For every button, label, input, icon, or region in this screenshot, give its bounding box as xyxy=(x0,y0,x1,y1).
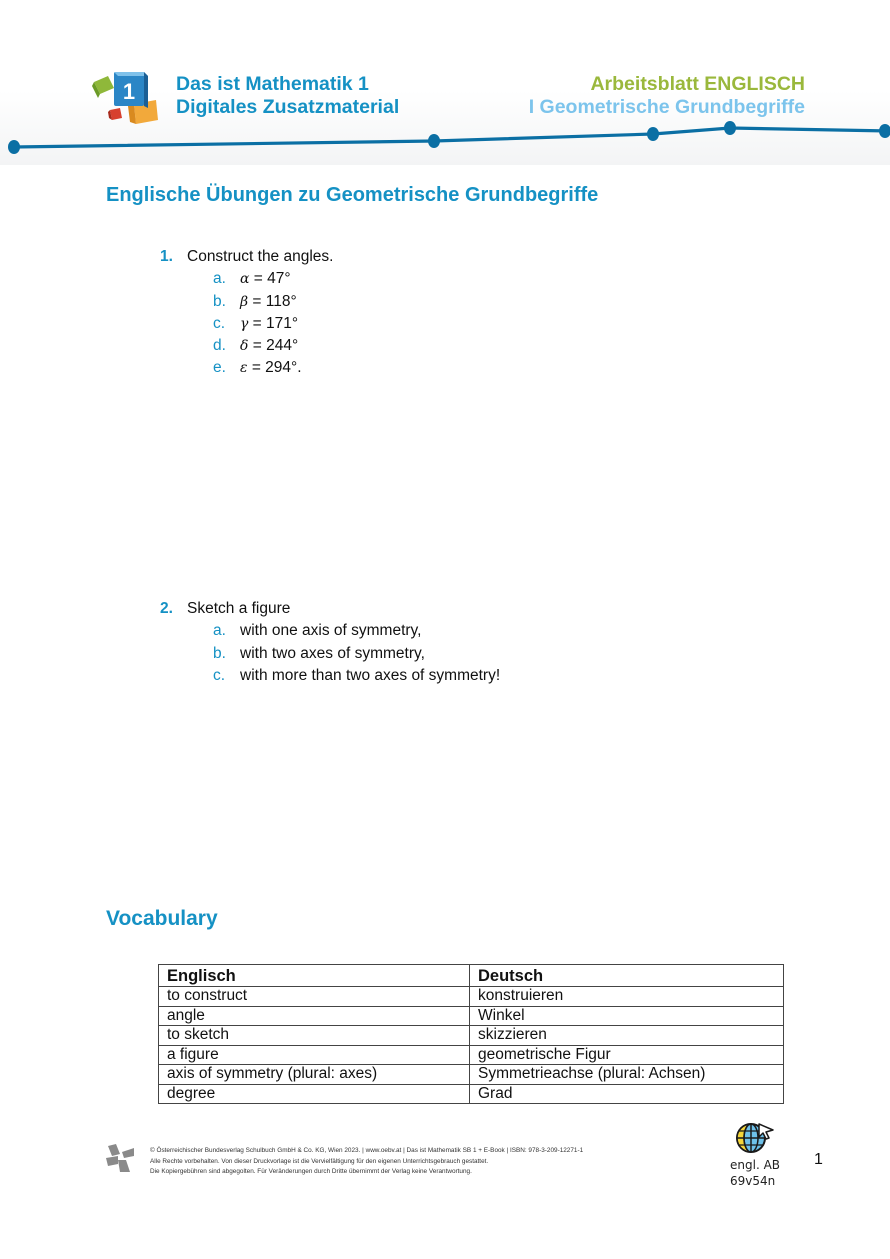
logo-digit: 1 xyxy=(122,79,136,104)
item-text: = 294°. xyxy=(247,359,302,377)
book-title-line2: Digitales Zusatzmaterial xyxy=(176,96,400,118)
item-text: = 47° xyxy=(249,270,291,288)
sheet-info xyxy=(529,73,805,119)
table-header-row xyxy=(159,965,784,987)
english-term: angle xyxy=(159,1006,470,1026)
english-term: to sketch xyxy=(159,1026,470,1046)
chapter-label: I Geometrische Grundbegriffe xyxy=(528,96,805,118)
vocabulary-table xyxy=(158,964,784,1104)
item-text: = 244° xyxy=(248,337,299,355)
table-row xyxy=(159,1084,784,1104)
english-term: to construct xyxy=(159,987,470,1007)
item-text: = 171° xyxy=(248,314,299,332)
online-code-value: 69v54n xyxy=(730,1173,776,1188)
item-text: with one axis of symmetry, xyxy=(240,622,422,640)
copyright-line: © Österreichischer Bundesverlag Schulbuch GmbH & Co. KG, Wien 2023. | www.oebv.at | Das ist Mathematik SB 1 + E-Book | ISBN: 978-3-209-12271-1 xyxy=(150,1147,584,1154)
online-code[interactable] xyxy=(730,1158,780,1189)
exercise-item xyxy=(160,357,333,379)
angle-symbol: δ xyxy=(240,338,249,355)
german-term: Symmetrieachse (plural: Achsen) xyxy=(470,1065,784,1085)
item-text: = 118° xyxy=(248,292,297,310)
globe-cursor-icon[interactable] xyxy=(735,1120,775,1156)
header-timeline xyxy=(0,118,890,158)
item-letter: a. xyxy=(213,622,226,640)
angle-symbol: β xyxy=(240,293,249,310)
book-title-line1: Das ist Mathematik 1 xyxy=(176,73,369,95)
angle-symbol: γ xyxy=(240,315,249,332)
exercise-2 xyxy=(160,598,500,687)
item-letter: b. xyxy=(213,292,226,310)
page-number: 1 xyxy=(814,1151,823,1168)
exercise-number: 1. xyxy=(160,248,173,265)
german-term: Winkel xyxy=(470,1006,784,1026)
item-text: with more than two axes of symmetry! xyxy=(240,666,501,684)
exercise-prompt: Construct the angles. xyxy=(187,248,334,265)
item-letter: c. xyxy=(213,666,226,684)
exercise-1 xyxy=(160,246,333,380)
item-letter: d. xyxy=(213,337,226,355)
table-row xyxy=(159,1006,784,1026)
column-header-german: Deutsch xyxy=(470,965,784,987)
item-letter: e. xyxy=(213,359,226,377)
copyright-line: Alle Rechte vorbehalten. Von dieser Druckvorlage ist die Vervielfältigung für den eigenen Unterrichtsgebrauch gestattet. xyxy=(150,1157,489,1165)
vocabulary-title: Vocabulary xyxy=(106,907,218,930)
exercise-item xyxy=(160,291,333,313)
angle-symbol: ε xyxy=(240,360,248,377)
exercise-item xyxy=(160,620,500,642)
table-row xyxy=(159,1045,784,1065)
page-title: Englische Übungen zu Geometrische Grundbegriffe xyxy=(106,184,599,206)
german-term: geometrische Figur xyxy=(470,1045,784,1065)
exercise-item xyxy=(160,268,333,290)
english-term: a figure xyxy=(159,1045,470,1065)
copyright-notice xyxy=(150,1146,583,1178)
online-code-label: engl. AB xyxy=(730,1158,781,1172)
exercise-item xyxy=(160,335,333,357)
timeline-dot xyxy=(724,121,736,135)
publisher-logo-icon xyxy=(104,1142,136,1174)
table-row xyxy=(159,1065,784,1085)
exercise-item xyxy=(160,643,500,665)
book-title xyxy=(176,73,399,119)
timeline-dot xyxy=(8,140,20,154)
german-term: skizzieren xyxy=(470,1026,784,1046)
item-text: with two axes of symmetry, xyxy=(240,644,425,662)
item-letter: c. xyxy=(213,314,226,332)
exercise-number: 2. xyxy=(160,600,173,617)
timeline-dot xyxy=(647,127,659,141)
table-row xyxy=(159,1026,784,1046)
timeline-dot xyxy=(879,124,890,138)
german-term: Grad xyxy=(470,1084,784,1104)
exercise-item xyxy=(160,665,500,687)
column-header-english: Englisch xyxy=(159,965,470,987)
angle-symbol: α xyxy=(240,271,250,288)
exercise-item xyxy=(160,313,333,335)
sheet-label: Arbeitsblatt ENGLISCH xyxy=(590,73,805,95)
german-term: konstruieren xyxy=(470,987,784,1007)
table-row xyxy=(159,987,784,1007)
english-term: degree xyxy=(159,1084,470,1104)
copyright-line: Die Kopiergebühren sind abgegolten. Für Veränderungen durch Dritte übernimmt der Verlag keine Verantwortung. xyxy=(150,1168,472,1175)
item-letter: a. xyxy=(213,270,226,288)
item-letter: b. xyxy=(213,644,226,662)
timeline-dot xyxy=(428,134,440,148)
english-term: axis of symmetry (plural: axes) xyxy=(159,1065,470,1085)
exercise-prompt: Sketch a figure xyxy=(187,600,291,617)
